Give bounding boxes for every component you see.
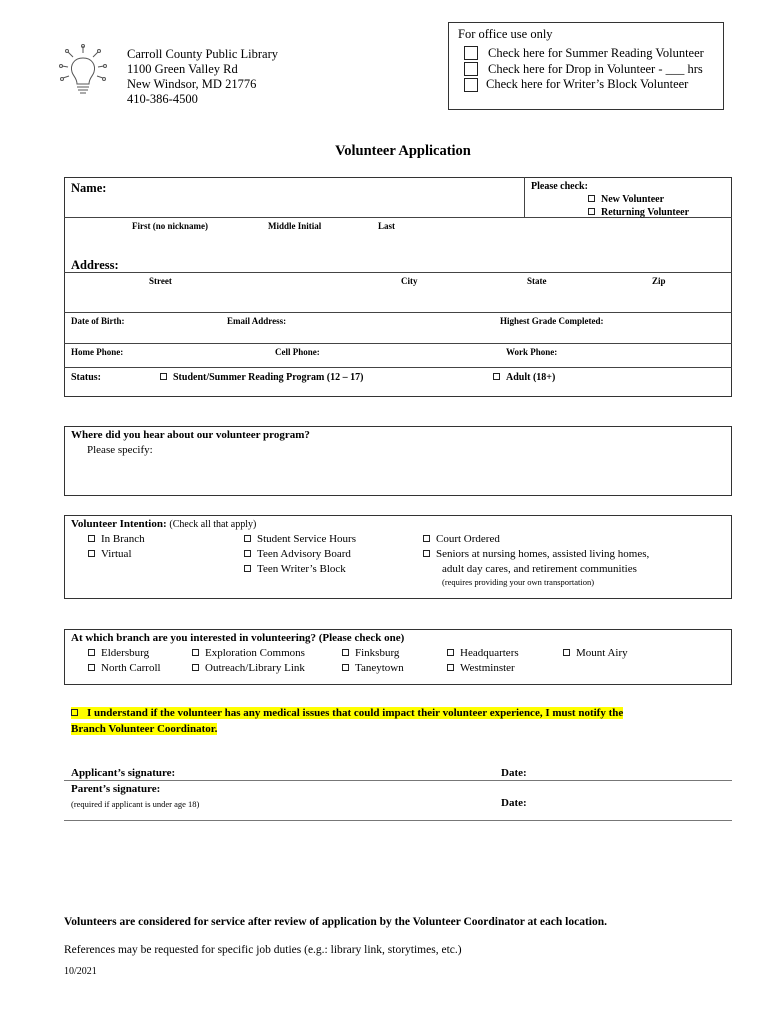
transport-note: (requires providing your own transportation) bbox=[442, 577, 595, 587]
office-item-dropin: Check here for Drop in Volunteer - ___ hrs bbox=[488, 62, 703, 76]
middle-initial-caption: Middle Initial bbox=[268, 221, 322, 231]
references-note: References may be requested for specific job duties (e.g.: library link, storytimes, etc.) bbox=[64, 944, 462, 956]
status-student-option[interactable] bbox=[160, 371, 363, 384]
teen-advisory-label: Teen Advisory Board bbox=[257, 548, 351, 560]
new-volunteer-label: New Volunteer bbox=[601, 194, 665, 205]
library-address bbox=[127, 47, 278, 107]
taneytown-label: Taneytown bbox=[355, 662, 404, 674]
court-ordered-label: Court Ordered bbox=[436, 533, 500, 545]
headquarters-label: Headquarters bbox=[460, 647, 519, 659]
lightbulb-logo-icon bbox=[58, 44, 108, 100]
office-checkbox-dropin[interactable] bbox=[464, 62, 478, 76]
branch-finksburg[interactable] bbox=[342, 646, 399, 660]
intention-student-service[interactable] bbox=[244, 532, 356, 546]
intention-virtual[interactable] bbox=[88, 547, 132, 561]
outreach-checkbox[interactable] bbox=[192, 664, 199, 671]
in-branch-checkbox[interactable] bbox=[88, 535, 95, 542]
applicant-date-label: Date: bbox=[501, 767, 527, 779]
intention-seniors[interactable] bbox=[423, 547, 649, 561]
virtual-label: Virtual bbox=[101, 548, 132, 560]
status-student-label: Student/Summer Reading Program (12 – 17) bbox=[173, 372, 364, 383]
library-phone: 410-386-4500 bbox=[127, 92, 198, 106]
teen-advisory-checkbox[interactable] bbox=[244, 550, 251, 557]
office-checkbox-writers[interactable] bbox=[464, 78, 478, 92]
hear-about-specify[interactable]: Please specify: bbox=[87, 444, 153, 456]
north-carroll-label: North Carroll bbox=[101, 662, 161, 674]
finksburg-checkbox[interactable] bbox=[342, 649, 349, 656]
address-label: Address: bbox=[71, 258, 119, 272]
page-title: Volunteer Application bbox=[335, 143, 471, 159]
medical-checkbox[interactable] bbox=[71, 709, 78, 716]
virtual-checkbox[interactable] bbox=[88, 550, 95, 557]
office-checkbox-summer[interactable] bbox=[464, 46, 478, 60]
library-name: Carroll County Public Library bbox=[127, 47, 279, 61]
work-phone-label: Work Phone: bbox=[506, 347, 558, 357]
in-branch-label: In Branch bbox=[101, 533, 145, 545]
cell-phone-label: Cell Phone: bbox=[275, 347, 320, 357]
teen-writers-label: Teen Writer’s Block bbox=[257, 563, 346, 575]
exploration-commons-label: Exploration Commons bbox=[205, 647, 305, 659]
westminster-checkbox[interactable] bbox=[447, 664, 454, 671]
intention-label: Volunteer Intention: bbox=[71, 518, 167, 530]
intention-teen-writers[interactable] bbox=[244, 562, 346, 576]
revision-date: 10/2021 bbox=[64, 966, 97, 977]
library-city: New Windsor, MD 21776 bbox=[127, 77, 257, 91]
dob-label: Date of Birth: bbox=[71, 316, 125, 326]
intention-teen-advisory[interactable] bbox=[244, 547, 351, 561]
branch-taneytown[interactable] bbox=[342, 661, 404, 675]
applicant-signature-label: Applicant’s signature: bbox=[71, 767, 176, 779]
office-item-summer: Check here for Summer Reading Volunteer bbox=[488, 46, 704, 60]
new-volunteer-option[interactable] bbox=[588, 193, 664, 206]
please-check-label: Please check: bbox=[531, 181, 588, 192]
exploration-commons-checkbox[interactable] bbox=[192, 649, 199, 656]
status-adult-checkbox[interactable] bbox=[493, 373, 500, 380]
home-phone-label: Home Phone: bbox=[71, 347, 124, 357]
intention-in-branch[interactable] bbox=[88, 532, 145, 546]
intention-note: (Check all that apply) bbox=[169, 519, 257, 530]
branch-exploration-commons[interactable] bbox=[192, 646, 305, 660]
intention-court-ordered[interactable] bbox=[423, 532, 500, 546]
eldersburg-checkbox[interactable] bbox=[88, 649, 95, 656]
hear-about-question: Where did you hear about our volunteer program? bbox=[71, 429, 310, 441]
westminster-label: Westminster bbox=[460, 662, 515, 674]
returning-volunteer-label: Returning Volunteer bbox=[601, 207, 690, 218]
mount-airy-checkbox[interactable] bbox=[563, 649, 570, 656]
parent-signature-note: (required if applicant is under age 18) bbox=[71, 799, 200, 809]
status-label: Status: bbox=[71, 372, 102, 383]
medical-line2: Branch Volunteer Coordinator. bbox=[71, 723, 218, 735]
branch-mount-airy[interactable] bbox=[563, 646, 628, 660]
parent-signature-line[interactable] bbox=[64, 820, 732, 821]
zip-caption: Zip bbox=[652, 276, 666, 286]
finksburg-label: Finksburg bbox=[355, 647, 400, 659]
branch-outreach[interactable] bbox=[192, 661, 305, 675]
returning-volunteer-option[interactable] bbox=[588, 206, 689, 219]
office-item-writers: Check here for Writer’s Block Volunteer bbox=[486, 77, 689, 91]
headquarters-checkbox[interactable] bbox=[447, 649, 454, 656]
email-label: Email Address: bbox=[227, 316, 287, 326]
name-label: Name: bbox=[71, 181, 107, 195]
street-caption: Street bbox=[149, 276, 172, 286]
status-adult-option[interactable] bbox=[493, 371, 555, 384]
status-adult-label: Adult (18+) bbox=[506, 372, 556, 383]
library-street: 1100 Green Valley Rd bbox=[127, 62, 238, 76]
parent-date-label: Date: bbox=[501, 797, 527, 809]
mount-airy-label: Mount Airy bbox=[576, 647, 628, 659]
outreach-label: Outreach/Library Link bbox=[205, 662, 305, 674]
intention-heading bbox=[71, 517, 256, 532]
branch-westminster[interactable] bbox=[447, 661, 515, 675]
medical-acknowledgement[interactable] bbox=[71, 705, 731, 737]
status-student-checkbox[interactable] bbox=[160, 373, 167, 380]
state-caption: State bbox=[527, 276, 547, 286]
court-ordered-checkbox[interactable] bbox=[423, 535, 430, 542]
grade-label: Highest Grade Completed: bbox=[500, 316, 604, 326]
eldersburg-label: Eldersburg bbox=[101, 647, 150, 659]
branch-question: At which branch are you interested in volunteering? (Please check one) bbox=[71, 632, 405, 644]
teen-writers-checkbox[interactable] bbox=[244, 565, 251, 572]
branch-headquarters[interactable] bbox=[447, 646, 519, 660]
first-name-caption: First (no nickname) bbox=[132, 221, 208, 231]
office-use-title: For office use only bbox=[458, 27, 553, 41]
north-carroll-checkbox[interactable] bbox=[88, 664, 95, 671]
seniors-checkbox[interactable] bbox=[423, 550, 430, 557]
branch-eldersburg[interactable] bbox=[88, 646, 149, 660]
taneytown-checkbox[interactable] bbox=[342, 664, 349, 671]
applicant-signature-line[interactable] bbox=[64, 780, 732, 781]
medical-line1: I understand if the volunteer has any medical issues that could impact their volunteer experience, I must notify the bbox=[87, 707, 624, 719]
seniors-label-line1: Seniors at nursing homes, assisted living homes, bbox=[436, 548, 650, 560]
last-name-caption: Last bbox=[378, 221, 396, 231]
review-note: Volunteers are considered for service after review of application by the Volunteer Coordinator at each location. bbox=[64, 916, 607, 928]
branch-north-carroll[interactable] bbox=[88, 661, 161, 675]
new-volunteer-checkbox[interactable] bbox=[588, 195, 595, 202]
parent-signature-label: Parent’s signature: bbox=[71, 783, 161, 795]
student-service-checkbox[interactable] bbox=[244, 535, 251, 542]
student-service-label: Student Service Hours bbox=[257, 533, 356, 545]
returning-volunteer-checkbox[interactable] bbox=[588, 208, 595, 215]
city-caption: City bbox=[401, 276, 418, 286]
seniors-label-line2: adult day cares, and retirement communities bbox=[442, 563, 637, 575]
